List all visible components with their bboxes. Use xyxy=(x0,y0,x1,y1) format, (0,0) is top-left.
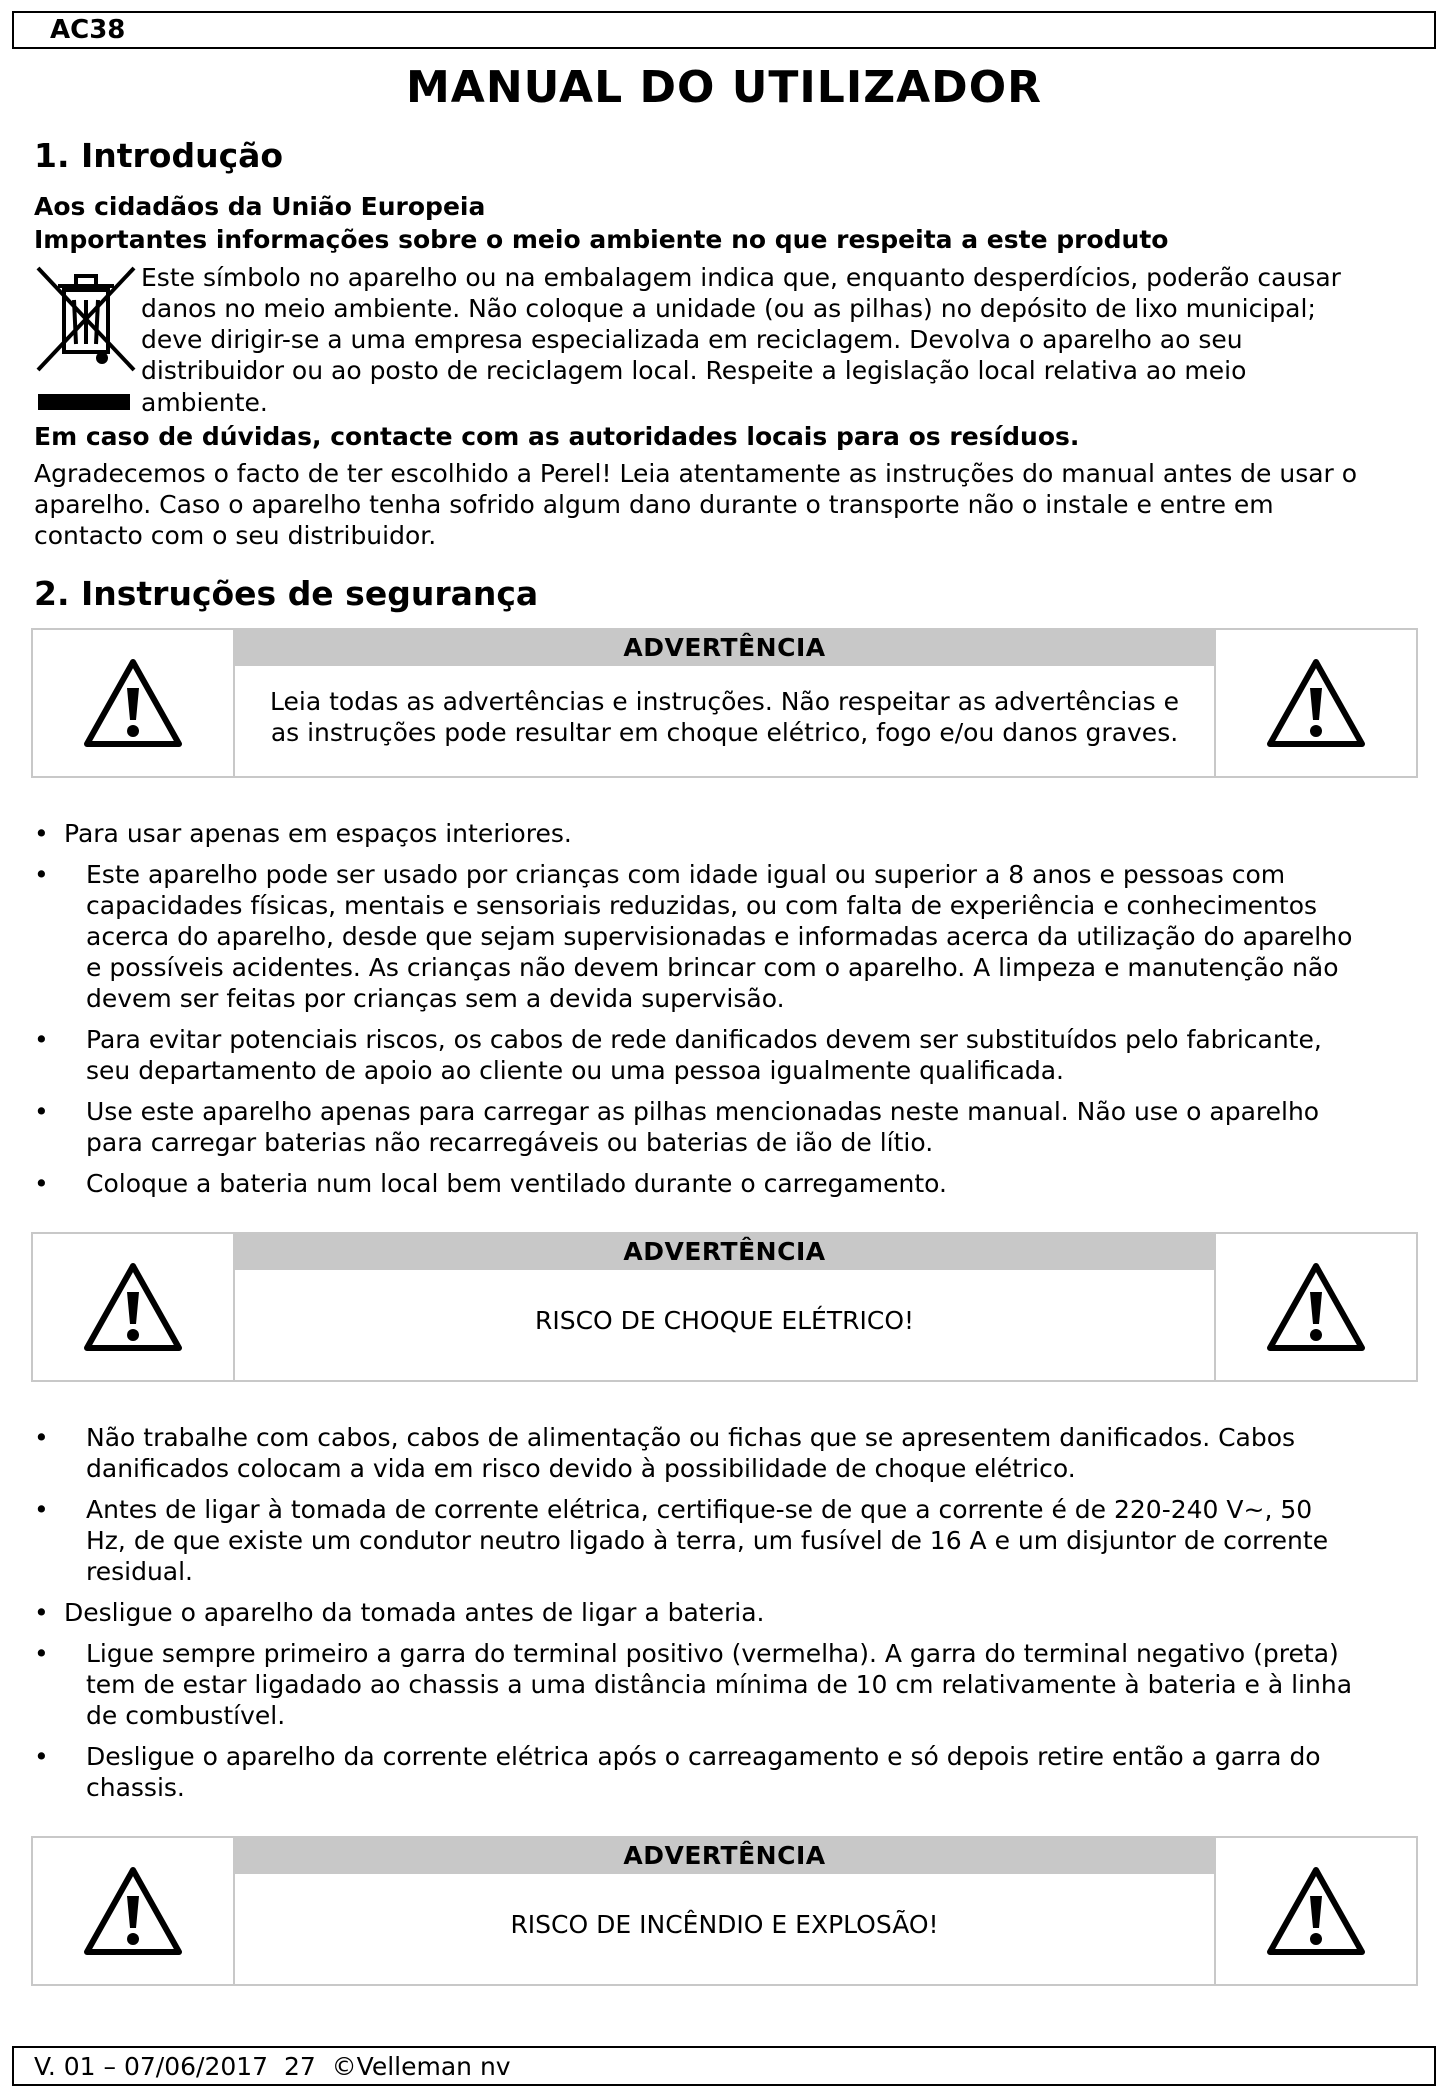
warning-triangle-icon xyxy=(1264,656,1368,750)
list-item: • Antes de ligar à tomada de corrente elétrica, certifique-se de que a corrente é de 220-240 V~, 50 Hz, de que existe um condutor neutro ligado à terra, um fusível de 16 A e um disjuntor de corrente residual. xyxy=(34,1495,1329,1586)
warning-title: ADVERTÊNCIA xyxy=(235,630,1214,666)
safety-bullet-list-2 xyxy=(34,1422,1426,1813)
list-item: • Desligue o aparelho da corrente elétrica após o carreagamento e só depois retire então a garra do chassis. xyxy=(34,1742,1321,1802)
warning-triangle-icon xyxy=(81,1864,185,1958)
list-item: • Ligue sempre primeiro a garra do terminal positivo (vermelha). A garra do terminal negativo (preta) tem de estar ligadado ao chassis a uma distância mínima de 10 cm relativamente à bateria e à linha de combustível. xyxy=(34,1639,1353,1730)
warning-box-general xyxy=(31,628,1418,778)
weee-disposal-text: Este símbolo no aparelho ou na embalagem indica que, enquanto desperdícios, poderão causar danos no meio ambiente. Não coloque a unidade (ou as pilhas) no depósito de lixo municipal; deve dirigir-se a uma empresa especializada em reciclagem. Devolva o aparelho ao seu distribuidor ou ao posto de reciclagem local. Respeite a legislação local relativa ao meio xyxy=(141,263,1341,385)
header-frame xyxy=(12,11,1436,49)
warning-triangle-icon xyxy=(1264,1864,1368,1958)
section-heading-safety: 2. Instruções de segurança xyxy=(34,574,539,613)
section-heading-intro: 1. Introdução xyxy=(34,136,284,175)
crossed-bin-icon xyxy=(34,264,138,374)
list-item: • Coloque a bateria num local bem ventilado durante o carregamento. xyxy=(34,1169,947,1198)
warning-triangle-icon xyxy=(81,656,185,750)
warning-triangle-icon xyxy=(81,1260,185,1354)
list-item: • Use este aparelho apenas para carregar as pilhas mencionadas neste manual. Não use o aparelho para carregar baterias não recarregáveis ou baterias de ião de lítio. xyxy=(34,1097,1320,1157)
warning-text: RISCO DE INCÊNDIO E EXPLOSÃO! xyxy=(510,1910,939,1939)
list-item: • Este aparelho pode ser usado por crianças com idade igual ou superior a 8 anos e pessoas com capacidades físicas, mentais e sensoriais reduzidas, ou com falta de experiência e conhecimentos acerca do aparelho, desde que sejam supervisionadas e informadas acerca da utilização do aparelho e possíveis acidentes. As crianças não devem brincar com o aparelho. A limpeza e manutenção não devem ser feitas por crianças sem a devida supervisão. xyxy=(34,860,1353,1013)
list-item: • Não trabalhe com cabos, cabos de alimentação ou fichas que se apresentem danificados. Cabos danificados colocam a vida em risco devido à possibilidade de choque elétrico. xyxy=(34,1423,1296,1483)
eu-citizens-line: Aos cidadãos da União Europeia xyxy=(34,192,486,221)
warning-box-electric-shock xyxy=(31,1232,1418,1382)
warning-triangle-icon xyxy=(1264,1260,1368,1354)
thanks-paragraph: Agradecemos o facto de ter escolhido a Perel! Leia atentamente as instruções do manual antes de usar o aparelho. Caso o aparelho tenha sofrido algum dano durante o transporte não o instale e entre em contacto com o seu distribuidor. xyxy=(34,459,1358,550)
warning-title: ADVERTÊNCIA xyxy=(235,1234,1214,1270)
footer-version-page: V. 01 – 07/06/2017 27 ©Velleman nv xyxy=(34,2052,511,2081)
warning-text: RISCO DE CHOQUE ELÉTRICO! xyxy=(534,1306,915,1335)
environment-info-line: Importantes informações sobre o meio ambiente no que respeita a este produto xyxy=(34,225,1169,254)
warning-box-fire-explosion xyxy=(31,1836,1418,1986)
list-item: • Para usar apenas em espaços interiores. xyxy=(34,819,572,848)
doubts-line: Em caso de dúvidas, contacte com as autoridades locais para os resíduos. xyxy=(34,422,1080,451)
document-title: MANUAL DO UTILIZADOR xyxy=(406,62,1042,113)
product-code: AC38 xyxy=(50,15,126,45)
list-item: • Para evitar potenciais riscos, os cabos de rede danificados devem ser substituídos pelo fabricante, seu departamento de apoio ao cliente ou uma pessoa igualmente qualificada. xyxy=(34,1025,1322,1085)
safety-bullet-list-1 xyxy=(34,818,1426,1209)
weee-black-bar xyxy=(38,394,130,410)
warning-title: ADVERTÊNCIA xyxy=(235,1838,1214,1874)
warning-text: Leia todas as advertências e instruções. Não respeitar as advertências e as instruções pode resultar em choque elétrico, fogo e/ou danos graves. xyxy=(270,687,1179,747)
list-item: • Desligue o aparelho da tomada antes de ligar a bateria. xyxy=(34,1598,765,1627)
weee-disposal-last-line: ambiente. xyxy=(141,388,268,417)
